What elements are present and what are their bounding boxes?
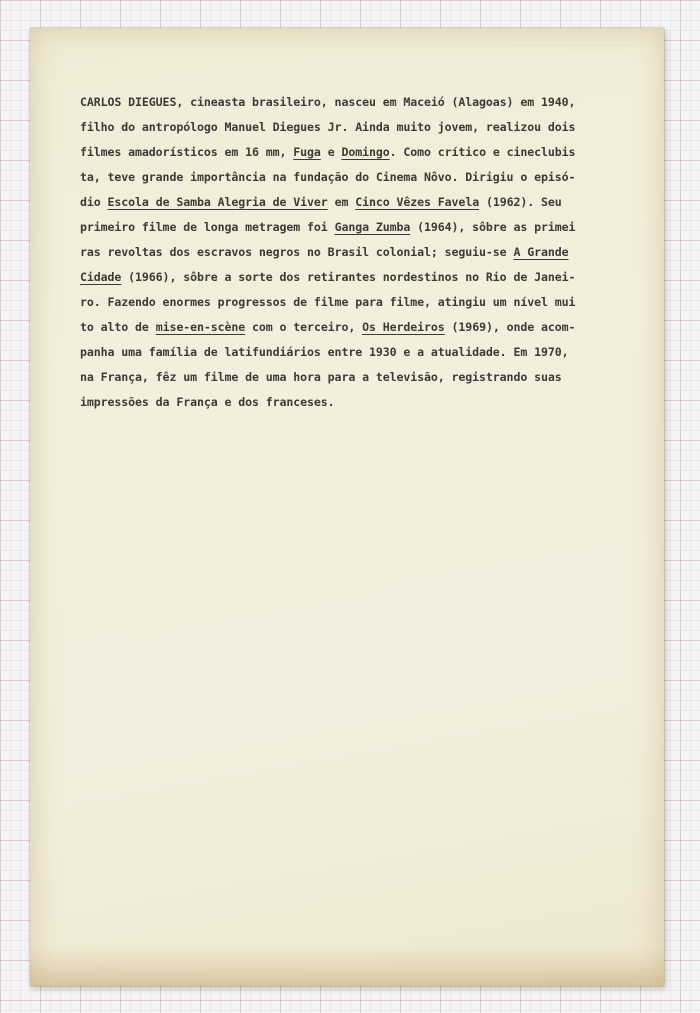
text-segment: (1964), sôbre as primei bbox=[410, 220, 576, 234]
text-segment: em bbox=[327, 195, 356, 209]
film-title-a-grande-cidade-part1: A Grande bbox=[513, 245, 569, 259]
text-segment: com o terceiro, bbox=[245, 320, 363, 334]
text-line-2 bbox=[80, 115, 615, 140]
text-segment: CARLOS DIEGUES, cineasta brasileiro, nasceu em Maceió (Alagoas) em 1940, bbox=[80, 95, 576, 109]
text-line-5 bbox=[80, 190, 615, 215]
film-title-domingo: Domingo bbox=[341, 145, 390, 159]
text-segment: . Como crítico e cineclubis bbox=[389, 145, 576, 159]
text-line-11 bbox=[80, 340, 615, 365]
text-line-13 bbox=[80, 390, 615, 415]
text-segment: filho do antropólogo Manuel Diegues Jr. Ainda muito jovem, realizou dois bbox=[80, 120, 576, 134]
paper-sheet bbox=[30, 28, 664, 986]
film-title-ganga-zumba: Ganga Zumba bbox=[334, 220, 411, 234]
film-title-os-herdeiros: Os Herdeiros bbox=[362, 320, 445, 334]
text-line-12 bbox=[80, 365, 615, 390]
text-segment: (1969), onde acom- bbox=[444, 320, 576, 334]
text-segment: (1962). Seu bbox=[479, 195, 562, 209]
text-segment: filmes amadorísticos em 16 mm, bbox=[80, 145, 294, 159]
text-segment: primeiro filme de longa metragem foi bbox=[80, 220, 335, 234]
term-mise-en-scene: mise-en-scène bbox=[155, 320, 246, 334]
text-line-9 bbox=[80, 290, 615, 315]
film-title-a-grande-cidade-part2: Cidade bbox=[80, 270, 122, 284]
text-line-4 bbox=[80, 165, 615, 190]
typed-biography bbox=[80, 90, 615, 415]
text-segment: to alto de bbox=[80, 320, 156, 334]
text-segment: ro. Fazendo enormes progressos de filme para filme, atingiu um nível mui bbox=[80, 295, 576, 309]
film-title-escola-de-samba: Escola de Samba Alegria de Viver bbox=[107, 195, 328, 209]
text-segment: e bbox=[320, 145, 342, 159]
text-segment: panha uma família de latifundiários entre 1930 e a atualidade. Em 1970, bbox=[80, 345, 569, 359]
text-segment: (1966), sôbre a sorte dos retirantes nordestinos no Rio de Janei- bbox=[121, 270, 576, 284]
film-title-fuga: Fuga bbox=[293, 145, 321, 159]
text-line-8 bbox=[80, 265, 615, 290]
text-line-10 bbox=[80, 315, 615, 340]
text-segment: dio bbox=[80, 195, 108, 209]
text-segment: ras revoltas dos escravos negros no Brasil colonial; seguiu-se bbox=[80, 245, 514, 259]
text-segment: ta, teve grande importância na fundação do Cinema Nôvo. Dirigiu o episó- bbox=[80, 170, 576, 184]
text-line-7 bbox=[80, 240, 615, 265]
film-title-cinco-vezes-favela: Cinco Vêzes Favela bbox=[355, 195, 480, 209]
text-line-6 bbox=[80, 215, 615, 240]
text-line-1 bbox=[80, 90, 615, 115]
text-segment: na França, fêz um filme de uma hora para a televisão, registrando suas bbox=[80, 370, 562, 384]
text-line-3 bbox=[80, 140, 615, 165]
text-segment: impressões da França e dos franceses. bbox=[80, 395, 335, 409]
